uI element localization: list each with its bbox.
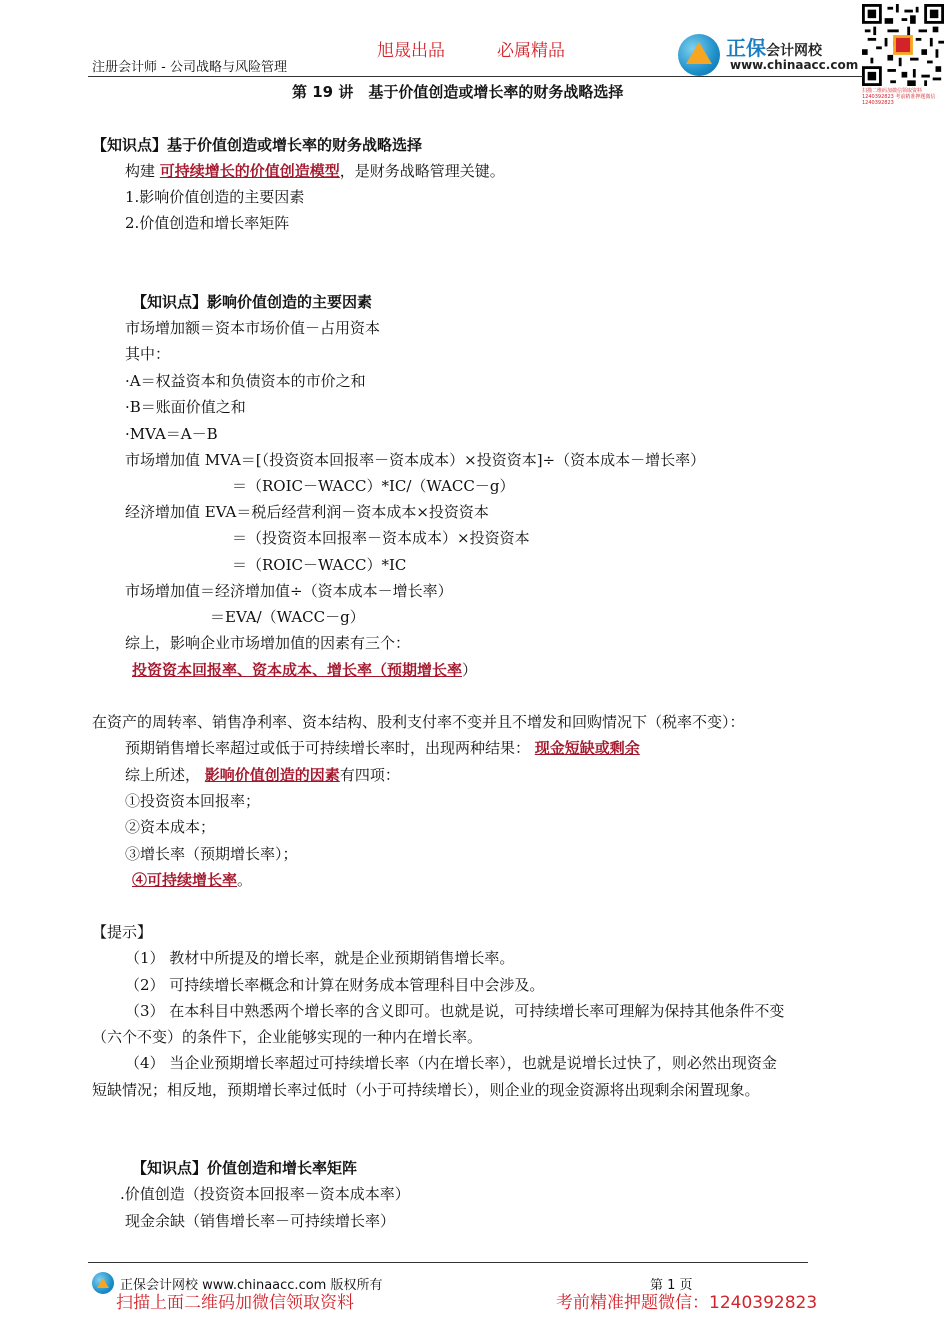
- footer-logo-icon: [92, 1272, 114, 1294]
- formula-line: ＝EVA/（WACC－g）: [210, 608, 365, 626]
- formula-line: ＝（ROIC－WACC）*IC: [232, 556, 407, 574]
- logo-name: 正保: [726, 36, 766, 60]
- list-item: ③增长率（预期增长率）；: [125, 845, 298, 863]
- formula-line: 市场增加值＝经济增加值÷（资本成本－增长率）: [125, 582, 453, 600]
- header-divider: [88, 76, 863, 77]
- logo-sub: 会计网校: [766, 43, 822, 59]
- tip-4: （4） 当企业预期增长率超过可持续增长率（内在增长率），也就是说增长过快了，则必然出现资金: [125, 1054, 777, 1072]
- brand-logo[interactable]: [678, 32, 863, 80]
- tip-3-cont: （六个不变）的条件下，企业能够实现的一种内在增长率。: [92, 1028, 483, 1046]
- highlight-three-factors: 投资资本回报率、资本成本、增长率（预期增长率: [132, 661, 463, 679]
- formula-line: ·B＝账面价值之和: [125, 398, 246, 416]
- formula-line: 综上，影响企业市场增加值的因素有三个：: [125, 634, 411, 652]
- section1-item2: 2.价值创造和增长率矩阵: [125, 214, 290, 232]
- qr-note: 扫描二维码加微信领取资料 1240392823 考前精准押题微信 1240392823: [862, 88, 936, 106]
- highlight-cash-shortage: 现金短缺或剩余: [534, 739, 640, 757]
- promo-left: 扫描上面二维码加微信领取资料: [116, 1293, 354, 1313]
- list-item: ①投资资本回报率；: [125, 792, 261, 810]
- slogan-left: 旭晟出品: [377, 41, 445, 61]
- conditions-intro: 在资产的周转率、销售净利率、资本结构、股利支付率不变并且不增发和回购情况下（税率不变）：: [92, 713, 745, 731]
- slogan-right: 必属精品: [497, 41, 565, 61]
- promo-right: 考前精准押题微信：1240392823: [556, 1293, 818, 1313]
- lecture-title: 第 19 讲 基于价值创造或增长率的财务战略选择: [292, 83, 624, 101]
- matrix-line2: 现金余缺（销售增长率－可持续增长率）: [125, 1212, 396, 1230]
- highlight-sustainable-growth: ④可持续增长率: [132, 871, 238, 889]
- tip-4-cont: 短缺情况；相反地，预期增长率过低时（小于可持续增长），则企业的现金资源将出现剩余闲置现象。: [92, 1081, 760, 1099]
- formula-line: 经济增加值 EVA＝税后经营利润－资本成本×投资资本: [125, 503, 489, 521]
- three-factors: 投资资本回报率、资本成本、增长率（预期增长率）: [132, 661, 478, 679]
- tip-1: （1） 教材中所提及的增长率，就是企业预期销售增长率。: [125, 949, 515, 967]
- section2-heading: 【知识点】影响价值创造的主要因素: [132, 293, 373, 311]
- tip-2: （2） 可持续增长率概念和计算在财务成本管理科目中会涉及。: [125, 976, 545, 994]
- highlight-sustainable-model: 可持续增长的价值创造模型: [159, 162, 340, 180]
- page-number: 第 1 页: [650, 1278, 693, 1293]
- matrix-line1: .价值创造（投资资本回报率－资本成本率）: [120, 1185, 410, 1203]
- footer-copyright: 正保会计网校 www.chinaacc.com 版权所有: [120, 1278, 383, 1293]
- logo-url: www.chinaacc.com: [730, 58, 859, 72]
- logo-triangle-icon: [686, 42, 712, 64]
- footer-divider: [88, 1262, 808, 1263]
- formula-line: 市场增加额＝资本市场价值－占用资本: [125, 319, 381, 337]
- tip-3: （3） 在本科目中熟悉两个增长率的含义即可。也就是说，可持续增长率可理解为保持其他条件不变: [125, 1002, 785, 1020]
- formula-line: ＝（ROIC－WACC）*IC/（WACC－g）: [232, 477, 515, 495]
- formula-line: 其中：: [125, 345, 171, 363]
- formula-line: 市场增加值 MVA＝[（投资资本回报率－资本成本）×投资资本]÷（资本成本－增长率）: [125, 451, 706, 469]
- tips-heading: 【提示】: [92, 923, 153, 941]
- four-factors-line: 综上所述， 影响价值创造的因素有四项：: [125, 766, 400, 784]
- two-results-line: 预期销售增长率超过或低于可持续增长率时，出现两种结果： 现金短缺或剩余: [125, 739, 640, 757]
- formula-line: ·MVA＝A－B: [125, 425, 218, 443]
- section1-line1: 构建 可持续增长的价值创造模型，是财务战略管理关键。: [125, 162, 505, 180]
- section1-item1: 1.影响价值创造的主要因素: [125, 188, 305, 206]
- list-item: ④可持续增长率。: [132, 871, 253, 889]
- formula-line: ＝（投资资本回报率－资本成本）×投资资本: [232, 529, 530, 547]
- section4-heading: 【知识点】价值创造和增长率矩阵: [132, 1159, 358, 1177]
- course-name: 注册会计师 - 公司战略与风险管理: [92, 60, 287, 75]
- highlight-value-factors: 影响价值创造的因素: [204, 766, 340, 784]
- qr-code-icon[interactable]: [862, 4, 944, 86]
- formula-line: ·A＝权益资本和负债资本的市价之和: [125, 372, 366, 390]
- section1-heading: 【知识点】基于价值创造或增长率的财务战略选择: [92, 136, 423, 154]
- list-item: ②资本成本；: [125, 818, 216, 836]
